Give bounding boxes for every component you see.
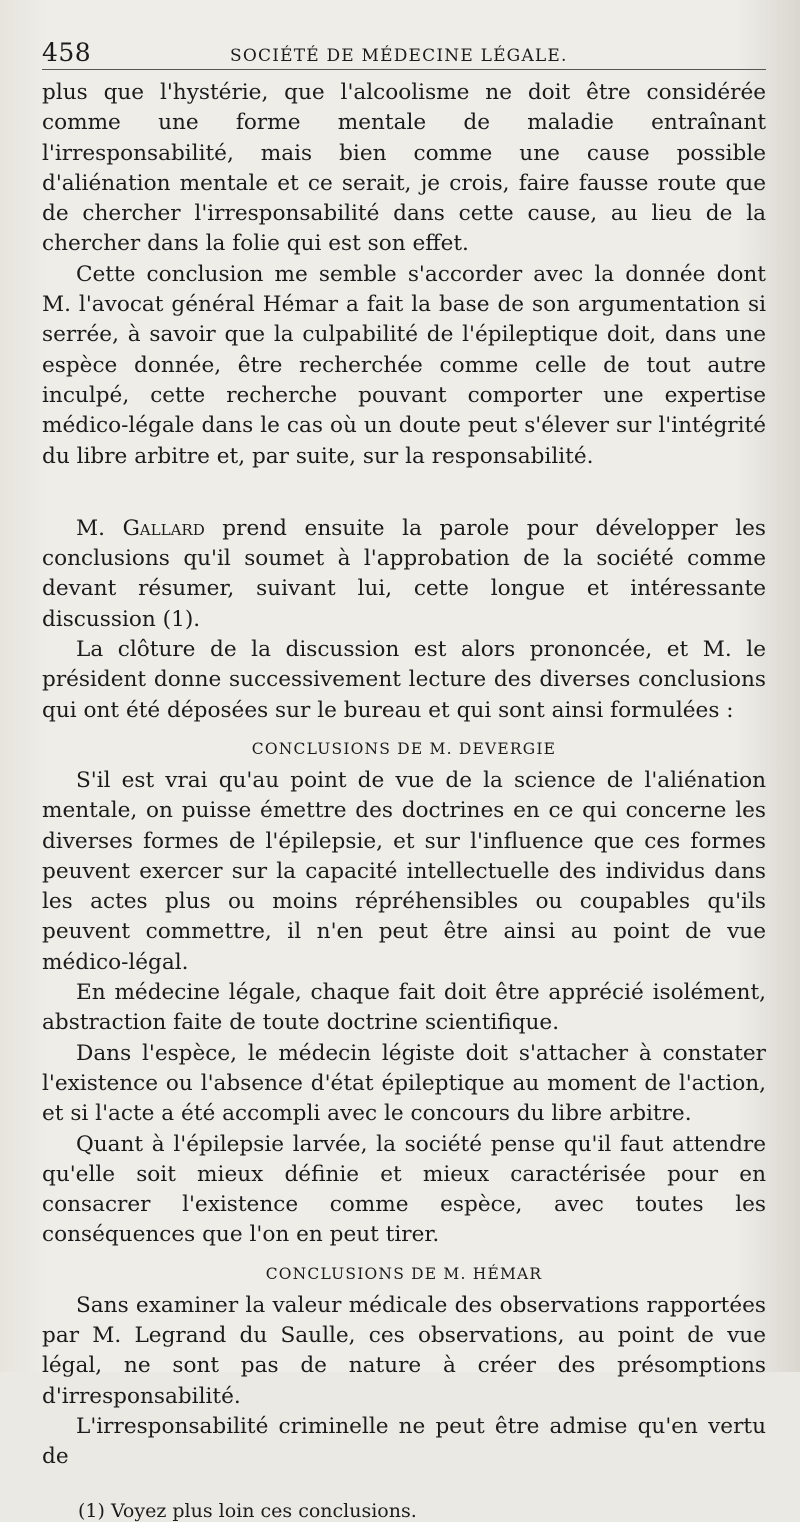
paragraph: S'il est vrai qu'au point de vue de la science de l'aliénation mentale, on puisse émettre des doctrines en ce qui concerne les diverses formes de l'épilepsie, et sur l'influence que ces formes peuvent exercer sur la capacité intellectuelle des individus dans les actes plus ou moins répréhensibles ou coupables qu'ils peuvent commettre, il n'en peut être ainsi au point de vue médico-légal. <box>42 767 766 975</box>
running-title: SOCIÉTÉ DE MÉDECINE LÉGALE. <box>230 46 568 66</box>
page-number: 458 <box>42 38 92 67</box>
page-body <box>42 78 766 1472</box>
paragraph: Quant à l'épilepsie larvée, la société pense qu'il faut attendre qu'elle soit mieux définie et mieux caractérisée pour en consacrer l'existence comme espèce, avec toutes les conséquences que l'on en peut tirer. <box>42 1131 766 1248</box>
footnote-spacer <box>42 1472 766 1492</box>
section-title-devergie: CONCLUSIONS DE M. DEVERGIE <box>251 739 557 758</box>
section-title-hemar: CONCLUSIONS DE M. HÉMAR <box>265 1264 543 1283</box>
paragraph: Sans examiner la valeur médicale des observations rapportées par M. Legrand du Saulle, ces observations, au point de vue légal, ne sont pas de nature à créer des présomptions d'irresponsabilité. <box>42 1292 766 1409</box>
speaker-name: Gallard <box>122 515 205 541</box>
paragraph: plus que l'hystérie, que l'alcoolisme ne doit être considérée comme une forme mentale de maladie entraînant l'irresponsabilité, mais bien comme une cause possible d'aliénation mentale et ce serait, je crois, faire fausse route que de chercher l'irresponsabilité dans cette cause, au lieu de la chercher dans la folie qui est son effet. <box>42 80 766 257</box>
paragraph: En médecine légale, chaque fait doit être apprécié isolément, abstraction faite de toute doctrine scientifique. <box>42 980 766 1036</box>
footnote: (1) Voyez plus loin ces conclusions. <box>78 1500 417 1522</box>
paragraph-gallard <box>42 514 766 635</box>
gallard-rest: prend ensuite la parole pour développer les conclusions qu'il soumet à l'approbation de la société comme devant résumer, suivant lui, cette longue et intéressante discussion (1). <box>42 515 767 632</box>
section-gap <box>42 472 766 514</box>
paragraph: La clôture de la discussion est alors prononcée, et M. le président donne successivement lecture des diverses conclusions qui ont été déposées sur le bureau et qui sont ainsi formulées : <box>42 637 766 723</box>
gallard-prefix: M. <box>76 515 123 541</box>
paragraph: L'irresponsabilité criminelle ne peut être admise qu'en vertu de <box>42 1413 766 1470</box>
paragraph: Dans l'espèce, le médecin légiste doit s'attacher à constater l'existence ou l'absence d'état épileptique au moment de l'action, et si l'acte a été accompli avec le concours du libre arbitre. <box>42 1040 766 1127</box>
page-header <box>42 38 766 70</box>
paragraph: Cette conclusion me semble s'accorder avec la donnée dont M. l'avocat général Hémar a fait la base de son argumentation si serrée, à savoir que la culpabilité de l'épileptique doit, dans une espèce donnée, être recherchée comme celle de tout autre inculpé, cette recherche pouvant comporter une expertise médico-légale dans le cas où un doute peut s'élever sur l'intégrité du libre arbitre et, par suite, sur la responsabilité. <box>42 261 766 469</box>
